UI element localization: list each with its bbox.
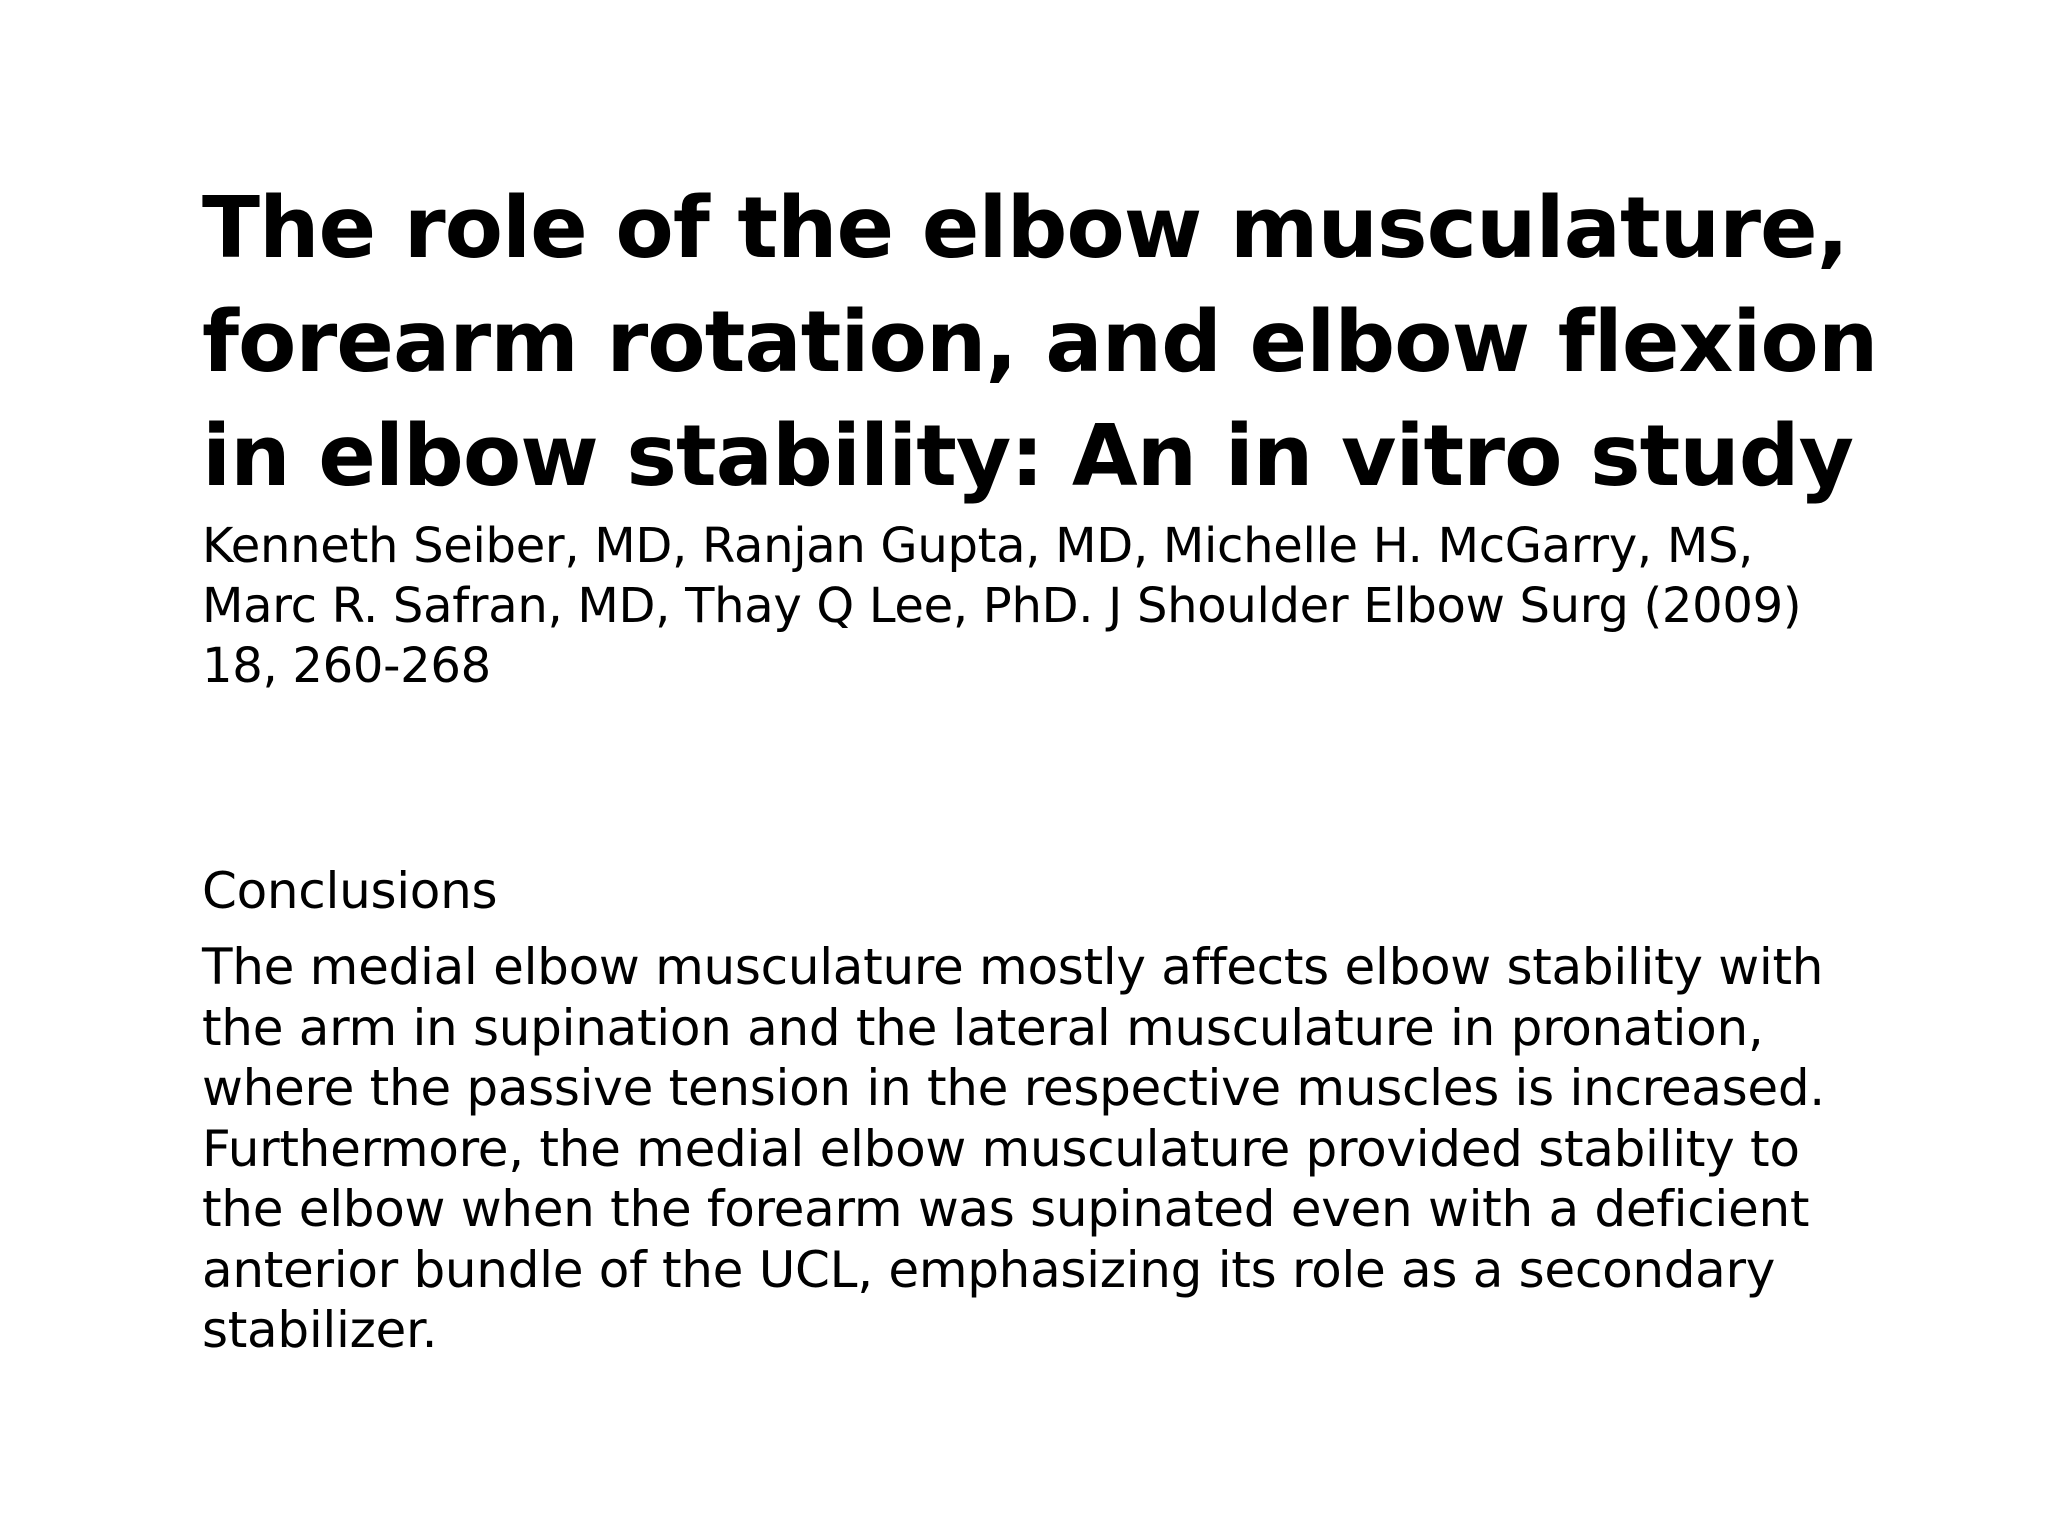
slide-title: The role of the elbow musculature, forearm rotation, and elbow flexion in elbow stability: An in vitro study bbox=[202, 179, 1878, 506]
citation: Kenneth Seiber, MD, Ranjan Gupta, MD, Michelle H. McGarry, MS, Marc R. Safran, MD, Thay Q Lee, PhD. J Shoulder Elbow Surg (2009) 18, 260-268 bbox=[202, 518, 1802, 694]
conclusions-body: The medial elbow musculature mostly affects elbow stability with the arm in supination and the lateral musculature in pronation, where the passive tension in the respective muscles is increased. Furthermore, the medial elbow musculature provided stability to the elbow when the forearm was supinated even with a deficient anterior bundle of the UCL, emphasizing its role as a secondary stabilizer. bbox=[202, 938, 1825, 1359]
conclusions-heading: Conclusions bbox=[202, 862, 498, 920]
